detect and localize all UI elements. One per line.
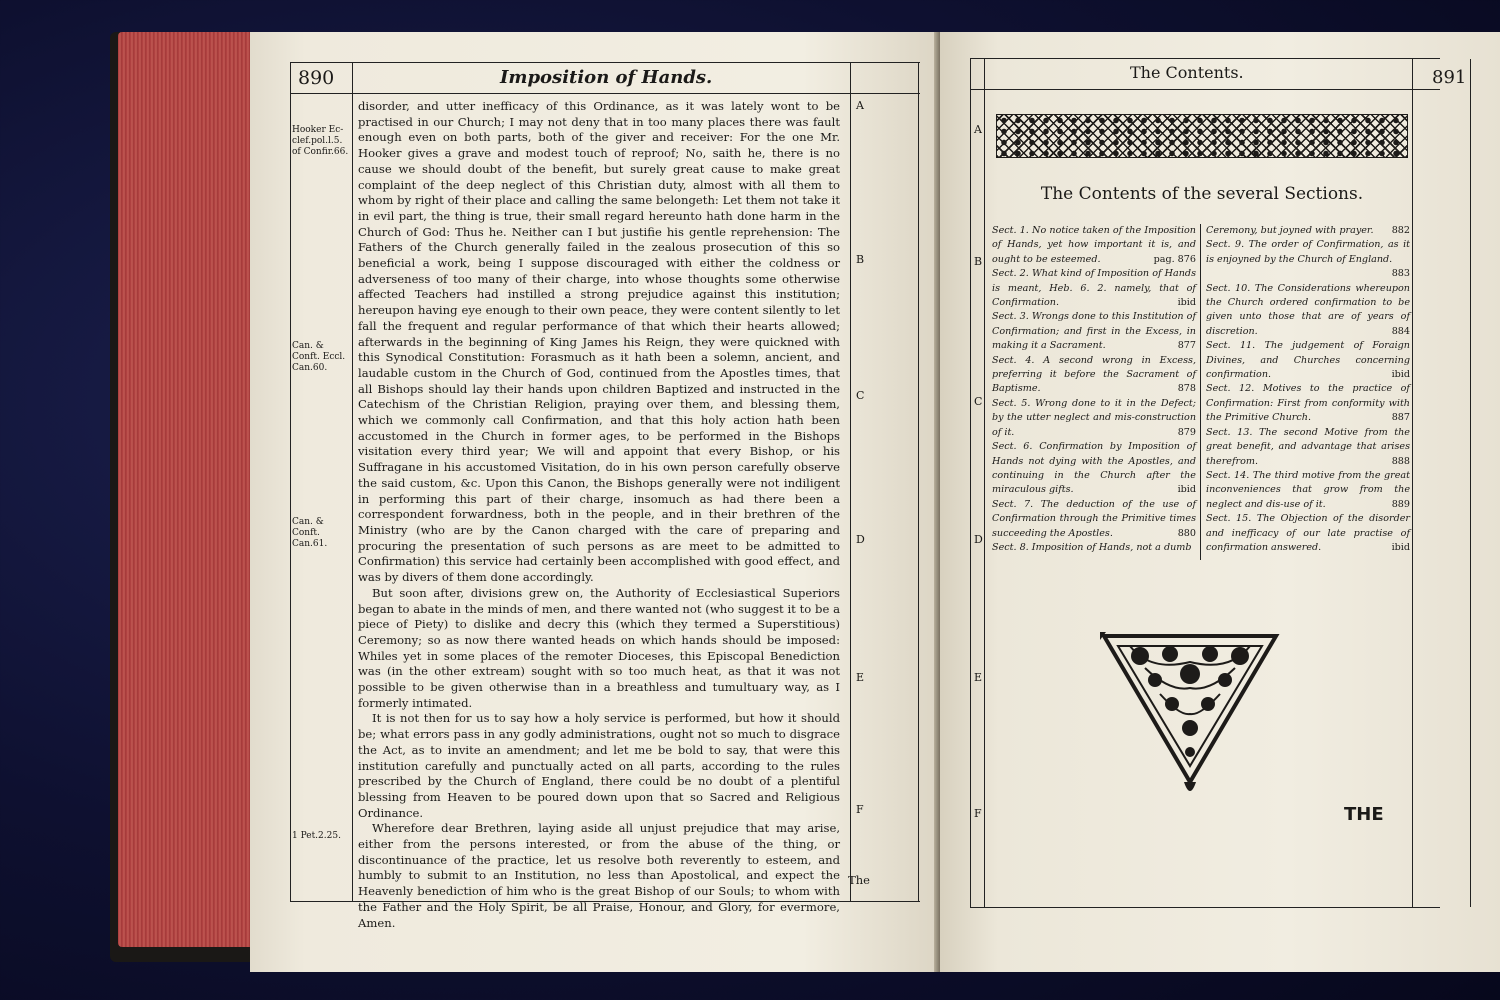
toc-entry [1206, 426, 1410, 469]
section-letter: D [856, 533, 865, 546]
section-letter: B [974, 255, 983, 268]
fleuron-ornament-icon [1100, 632, 1280, 802]
toc-page-ref: 883 [1391, 268, 1410, 280]
toc-entry [1206, 282, 1410, 340]
right-page [940, 32, 1500, 972]
toc-page-ref: ibid [1177, 297, 1196, 309]
toc-page-ref: 877 [1177, 340, 1196, 352]
toc-section-label: Sect. 4. [992, 354, 1035, 366]
toc-section-label: Sect. 10. [1206, 282, 1251, 294]
toc-entry-text: Imposition of Hands, not a dumb [1031, 541, 1192, 553]
toc-page-ref: 882 [1391, 225, 1410, 236]
toc-entry [1206, 512, 1410, 555]
paragraph: disorder, and utter inefficacy of this Ordinance, as it was lately wont to be practised in our Church; I may not deny that in too many places there was fault enough even on both parts, both of the giver and receiver: For the one Mr. Hooker gives a grave and modest touch of reproof; No, saith he, there is no cause we should doubt of the benefit, but surely great cause to make great complaint of the deep neglect of this Christian duty, almost with all them to whom by right of their place and calling the same belongeth: Let them not take it in evil part, the thing is true, their small regard hereunto hath done harm in the Church of God: Thus he. Neither can I but justifie his gentle reprehension: The Fathers of the Church generally failed in the zealous prosecution of this so beneficial a work, being I suppose discouraged with either the coldness or adverseness of too many of their charge, into whose thoughts some otherwise affected Teachers had instilled a strong prejudice against this institution; hereupon having eye enough to their own peace, they were content silently to let fall the frequent and regular performance of that which their hearts allowed; afterwards in the beginning of King James his Reign, they were quickned with this Synodical Constitution: Forasmuch as it hath been a solemn, ancient, and laudable custom in the Church of God, continued from the Apostles times, that all Bishops should lay their hands upon children Baptized and instructed in the Catechism of the Christian Religion, praying over them, and blessing them, which we commonly call Confirmation, and that this holy action hath been accustomed in the Church in former ages, to be performed in the Bishops visitation every third year; We will and appoint that every Bishop, or his Suffragane in his accustomed Visitation, do in his own person carefully observe the said custom, &c. Upon this Canon, the Bishops generally were not indiligent in performing this part of their charge, insomuch as had there been a correspondent forwardness, both in the people, and in their brethren of the Ministry (who are by the Canon charged with the care of preparing and procuring the presentation of such persons as are meet to be admitted to Confirmation) this service had certainly been accomplished with good effect, and was by divers of them done accordingly. [358, 99, 840, 585]
page-number: 890 [298, 67, 335, 89]
paragraph: But soon after, divisions grew on, the Authority of Ecclesiastical Superiors began to abate in the minds of men, and there wanted not (who suggest it to be a piece of Piety) to dislike and decry this (which they termed a Superstitious) Ceremony; so as now there wanted heads on which hands should be imposed: Whiles yet in some places of the remoter Dioceses, this Episcopal Benediction was (in the other extream) sought with so too much heat, as that it was not possible to be given otherwise than in a breathless and tumultuary way, as I formerly intimated. [358, 585, 840, 710]
toc-page-ref: ibid [1391, 541, 1410, 553]
section-letter: F [974, 807, 982, 820]
toc-section-label: Sect. 3. [992, 311, 1029, 323]
toc-section-label: Sect. 7. [992, 498, 1034, 510]
toc-entry [992, 310, 1196, 353]
toc-page-ref: ibid [1177, 484, 1196, 496]
left-page-frame [290, 62, 920, 930]
toc-page-ref: 878 [1177, 383, 1196, 395]
toc-entry [992, 267, 1196, 310]
toc-entry-text: No notice taken of the Imposition of Hands, yet how important it is, and ought to be esteemed. [992, 225, 1196, 265]
toc-page-ref: ibid [1391, 369, 1410, 381]
toc-section-label: Sect. 9. [1206, 239, 1245, 251]
toc-entry-text: The Considerations whereupon the Church ordered confirmation to be given unto those that are of years of discretion. [1206, 282, 1410, 337]
toc-entry-text: Wrongs done to this Institution of Confirmation; and first in the Excess, in making it a Sacrament. [992, 311, 1196, 352]
toc-entry [992, 397, 1196, 440]
section-letter: B [856, 253, 865, 266]
catchword: THE [1344, 804, 1384, 825]
toc-section-label: Sect. 12. [1206, 383, 1255, 395]
running-title: Imposition of Hands. [500, 67, 713, 88]
toc-page-ref: 889 [1391, 498, 1410, 510]
toc-entry-text: Confirmation by Imposition of Hands not dying with the Apostles, and continuing in the Church after the miraculous gifts. [992, 441, 1196, 496]
toc-entry-text: What kind of Imposition of Hands is meant, Heb. 6. 2. namely, that of Confirmation. [992, 268, 1196, 309]
toc-entry-text: Motives to the practice of Confirmation: First from conformity with the Primitive Church. [1206, 383, 1410, 424]
catchword: The [848, 873, 870, 887]
toc-entry-text: The second Motive from the great benefit, and advantage that arises therefrom. [1206, 426, 1410, 467]
contents-title: The Contents of the several Sections. [1040, 184, 1364, 204]
toc-section-label: Sect. 14. [1206, 469, 1250, 481]
toc-page-ref: 880 [1177, 527, 1196, 539]
toc-entry [1206, 339, 1410, 382]
left-page-edges [118, 32, 268, 947]
section-letter: C [974, 395, 983, 408]
section-letter: A [856, 99, 864, 112]
section-letter: D [974, 533, 983, 546]
toc-entry [992, 498, 1196, 541]
toc-page-ref: pag. 876 [1153, 253, 1196, 265]
section-letter: A [974, 123, 982, 136]
left-page [250, 32, 940, 972]
toc-section-label: Sect. 11. [1206, 340, 1256, 352]
page-number: 891 [1432, 67, 1467, 88]
toc-entry [992, 440, 1196, 498]
toc-section-label: Sect. 2. [992, 268, 1029, 280]
section-letter: E [856, 671, 865, 684]
toc-page-ref: 887 [1391, 412, 1410, 424]
toc-entry [992, 354, 1196, 397]
toc-entry [1206, 238, 1410, 281]
ornamental-headpiece [996, 114, 1408, 158]
toc-column-left [992, 224, 1196, 555]
paragraph: It is not then for us to say how a holy service is performed, but how it should be; what errors pass in any godly administrations, ought not so much to disgrace the Act, as to invite an amendment; and let me be bold to say, that were this institution carefully and punctually acted on all parts, according to the rules prescribed by the Church of England, there could be no doubt of a plentiful blessing from Heaven to be poured down upon that so Sacred and Religious Ordinance. [358, 711, 840, 820]
margin-note: Can. & Conft. Can.61. [292, 517, 328, 549]
toc-entry [1206, 224, 1410, 238]
toc-section-label: Sect. 13. [1206, 426, 1253, 438]
open-book [110, 22, 1490, 982]
section-letter: C [856, 389, 865, 402]
toc-entry-text: Ceremony, but joyned with prayer. [1206, 225, 1374, 236]
toc-section-label: Sect. 5. [992, 397, 1031, 409]
table-of-contents [992, 224, 1412, 564]
margin-note: Hooker Ec-clef.pol.l.5. of Confir.66. [292, 125, 349, 157]
toc-page-ref: 884 [1391, 325, 1410, 337]
toc-entry-text: The third motive from the great inconveniences that grow from the neglect and dis-use of it. [1206, 469, 1410, 510]
toc-section-label: Sect. 15. [1206, 513, 1252, 525]
paragraph: Wherefore dear Brethren, laying aside all unjust prejudice that may arise, either from the persons interested, or from the abuse of the thing, or discontinuance of the practice, let us resolve both reverently to esteem, and humbly to submit to an Institution, no less than Apostolical, and expect the Heavenly benediction of him who is the great Bishop of our Souls; to whom with the Father and the Holy Spirit, be all Praise, Honour, and Glory, for evermore, Amen. [358, 821, 840, 930]
toc-entry-text: Wrong done to it in the Defect; by the utter neglect and mis-construction of it. [992, 397, 1196, 438]
toc-column-right [1206, 224, 1410, 555]
margin-note: Can. & Conft. Eccl. Can.60. [292, 341, 346, 373]
toc-section-label: Sect. 8. [992, 541, 1029, 553]
toc-entry-text: The judgement of Foraign Divines, and Churches concerning confirmation. [1206, 340, 1410, 381]
toc-page-ref: 879 [1177, 426, 1196, 438]
body-text [358, 99, 840, 931]
toc-entry-text: The Objection of the disorder and inefficacy of our late practise of confirmation answered. [1206, 513, 1410, 553]
toc-page-ref: 888 [1391, 455, 1410, 467]
section-letter: E [974, 671, 983, 684]
toc-entry [1206, 382, 1410, 425]
toc-entry [992, 224, 1196, 267]
toc-section-label: Sect. 6. [992, 441, 1033, 453]
toc-section-label: Sect. 1. [992, 225, 1029, 236]
running-title: The Contents. [1130, 63, 1244, 82]
margin-note: 1 Pet.2.25. [292, 831, 341, 841]
section-letter: F [856, 803, 864, 816]
toc-entry-text: A second wrong in Excess, preferring it before the Sacrament of Baptisme. [992, 354, 1196, 395]
toc-entry [1206, 469, 1410, 512]
toc-entry-text: The order of Confirmation, as it is enjoyned by the Church of England. [1206, 239, 1410, 265]
toc-entry-text: The deduction of the use of Confirmation through the Primitive times succeeding the Apostles. [992, 498, 1196, 539]
toc-entry [992, 541, 1196, 555]
